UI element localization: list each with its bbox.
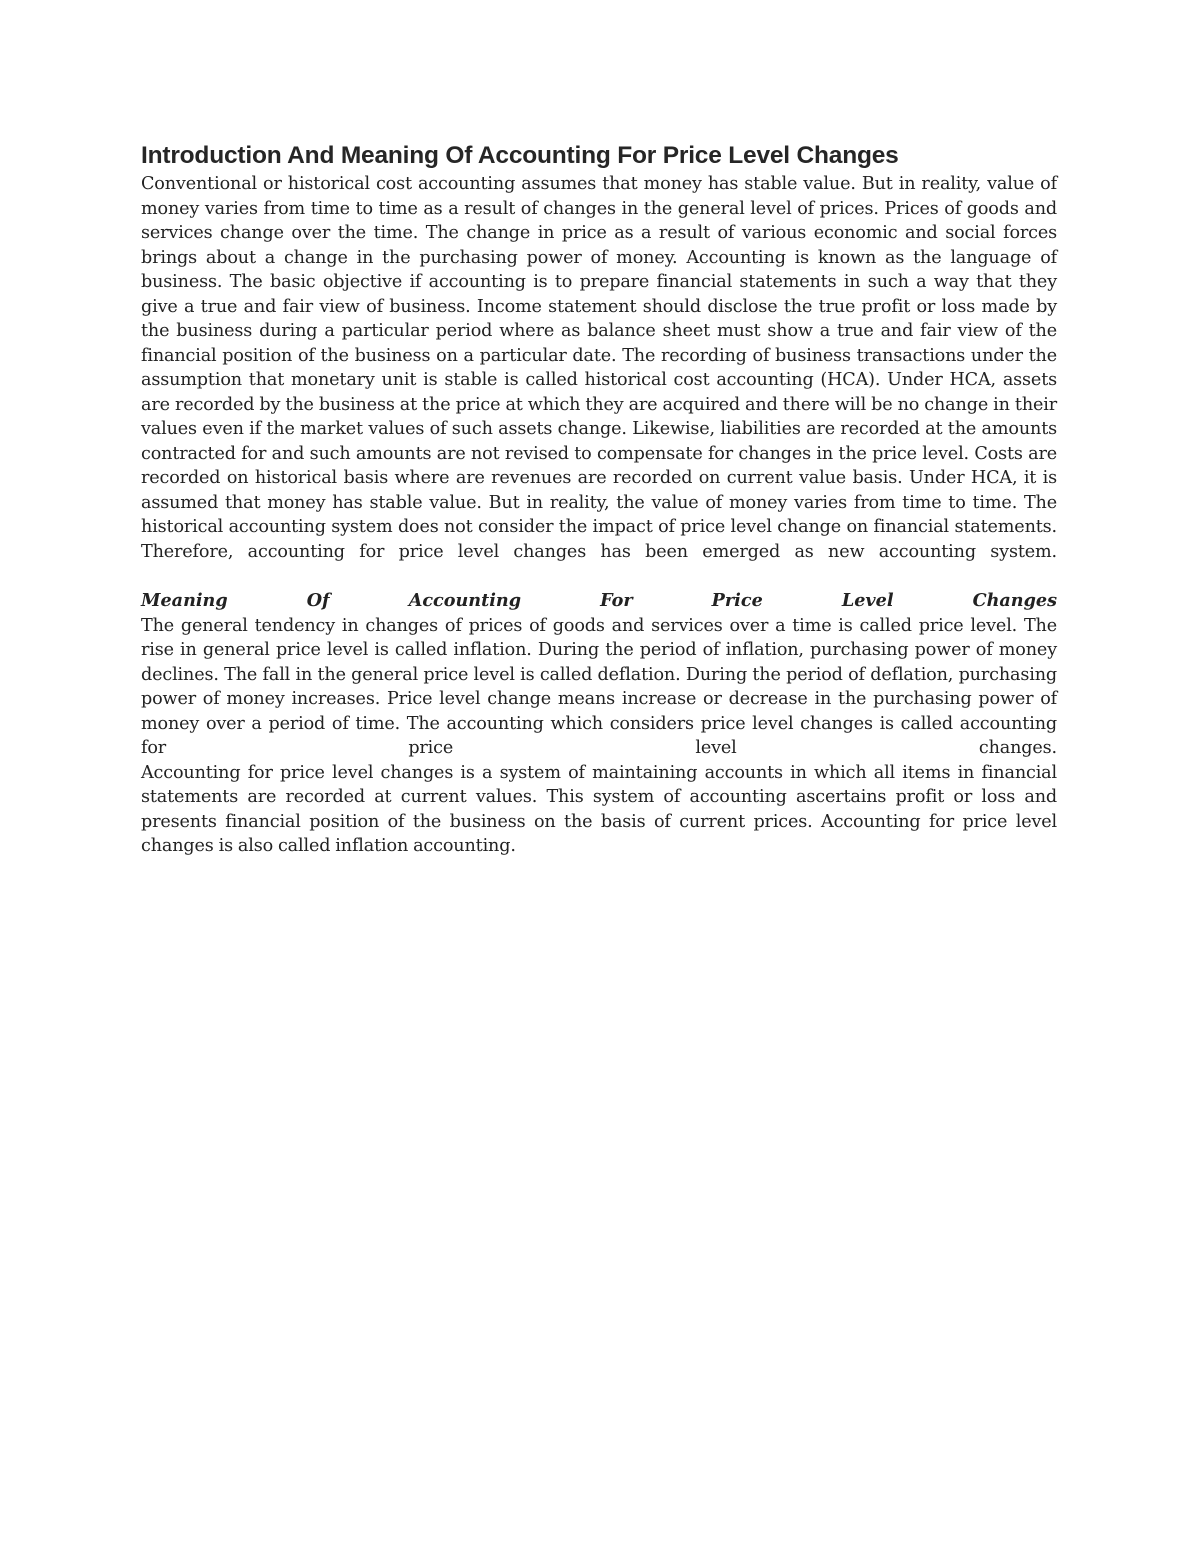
meaning-paragraph: The general tendency in changes of prices of goods and services over a time is called price level. The rise in general price level is called inflation. During the period of inflation, purchasing power of money declines. The fall in the general price level is called deflation. During the period of deflation, purchasing power of money increases. Price level change means increase or decrease in the purchasing power of money over a period of time. The accounting which considers price level changes is called accounting for price level changes. [141, 615, 1057, 758]
section-subheading: Meaning Of Accounting For Price Level Changes [141, 590, 1057, 611]
intro-paragraph: Conventional or historical cost accounting assumes that money has stable value. But in reality, value of money varies from time to time as a result of changes in the general level of prices. Prices of goods and services change over the time. The change in price as a result of various economic and social forces brings about a change in the purchasing power of money. Accounting is known as the language of business. The basic objective if accounting is to prepare financial statements in such a way that they give a true and fair view of business. Income statement should disclose the true profit or loss made by the business during a particular period where as balance sheet must show a true and fair view of the financial position of the business on a particular date. The recording of business transactions under the assumption that monetary unit is stable is called historical cost accounting (HCA). Under HCA, assets are recorded by the business at the price at which they are acquired and there will be no change in their values even if the market values of such assets change. Likewise, liabilities are recorded at the amounts contracted for and such amounts are not revised to compensate for changes in the price level. Costs are recorded on historical basis where are revenues are recorded on current value basis. Under HCA, it is assumed that money has stable value. But in reality, the value of money varies from time to time. The historical accounting system does not consider the impact of price level change on financial statements. Therefore, accounting for price level changes has been emerged as new accounting system. [141, 174, 1057, 562]
document-body [141, 140, 1057, 859]
document-title: Introduction And Meaning Of Accounting For Price Level Changes [141, 142, 899, 169]
closing-paragraph: Accounting for price level changes is a system of maintaining accounts in which all items in financial statements are recorded at current values. This system of accounting ascertains profit or loss and presents financial position of the business on the basis of current prices. Accounting for price level changes is also called inflation accounting. [141, 762, 1057, 856]
